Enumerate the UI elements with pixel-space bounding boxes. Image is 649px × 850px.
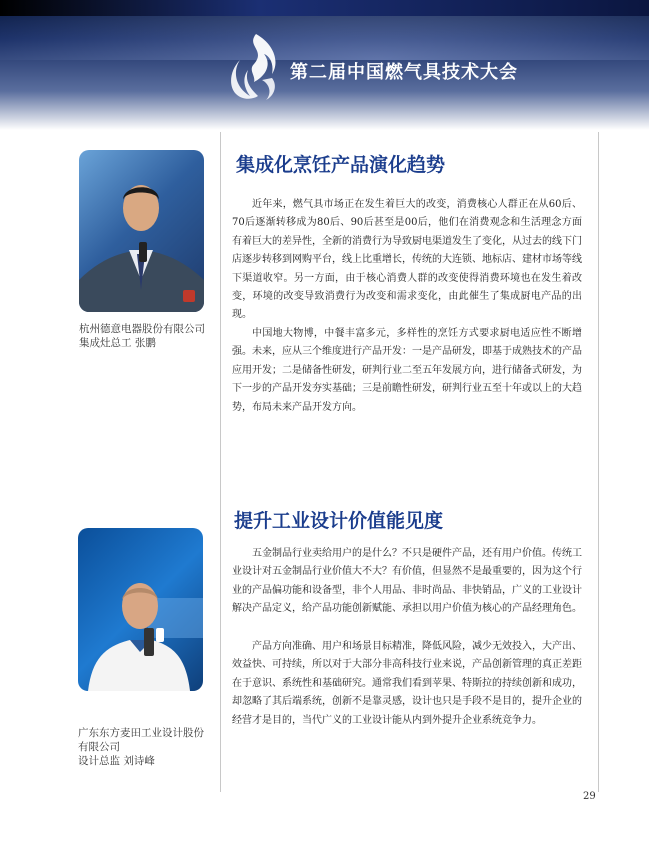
article-title-2: 提升工业设计价值能见度 [234,510,444,532]
speaker-portrait-icon [78,528,203,691]
speaker-photo-liu-shifeng [78,528,203,691]
header-stripe [0,0,649,16]
speaker-company: 杭州德意电器股份有限公司 [79,323,205,335]
speaker-role-name: 设计总监 刘诗峰 [78,755,155,767]
article2-paragraph-2: 产品方向准确、用户和场景目标精准，降低风险，减少无效投入，大产出、效益快、可持续，所以对于大部分非高科技行业来说，产品创新管理的真正差距在于意识、系统性和基础研究。通常我们看到苹果、特斯拉的持续创新和成功，却忽略了其后端系统，创新不是靠灵感，设计也只是手段不是目的，提升企业的经营才是目的，当代广义的工业设计能从内到外提升企业系统竞争力。 [232,641,582,726]
article1-paragraph-2: 中国地大物博，中餐丰富多元，多样性的烹饪方式要求厨电适应性不断增强。未来，应从三个维度进行产品开发：一是产品研发，即基于成熟技术的产品应用开发；二是储备性研发，研判行业二至五年发展方向，进行储备式研发，为下一步的产品开发夯实基础；三是前瞻性研发，研判行业五至十年或以上的大趋势，布局未来产品开发方向。 [232,328,582,413]
speaker-caption-2 [78,726,218,768]
speaker-caption-1 [79,322,219,350]
page-number: 29 [583,791,596,802]
article2-paragraph-1: 五金制品行业卖给用户的是什么？不只是硬件产品，还有用户价值。传统工业设计对五金制品行业价值大不大？有价值，但显然不是最重要的，因为这个行业的产品偏功能和设备型，非个人用品、非时尚品、非快销品，广义的工业设计解决产品定义，给产品功能创新赋能、承担以用户价值为核心的产品经理角色。 [232,548,582,615]
flame-logo-icon [226,30,282,104]
speaker-company-cont: 有限公司 [78,741,120,753]
speaker-role-name: 集成灶总工 张鹏 [79,337,156,349]
speaker-photo-zhang-peng [79,150,204,312]
article1-paragraph-1: 近年来，燃气具市场正在发生着巨大的改变，消费核心人群正在从60后、70后逐渐转移成为80后、90后甚至是00后，他们在消费观念和生活理念方面有着巨大的差异性，全新的消费行为导致厨电渠道发生了变化，从过去的线下门店逐步转移到网购平台，线上比重增长，传统的大连锁、地标店、建材市场等线下渠道收窄。另一方面，由于核心消费人群的改变使得消费环境也在发生着改变，环境的改变导致消费行为改变和需求变化，由此催生了集成厨电产品的出现。 [232,199,582,321]
speaker-company: 广东东方麦田工业设计股份 [78,727,204,739]
conference-title: 第二届中国燃气具技术大会 [290,62,518,83]
page-header [0,0,649,130]
right-border-line [598,132,599,792]
column-divider [220,132,221,792]
speaker-portrait-icon [79,150,204,312]
article-title-1: 集成化烹饪产品演化趋势 [236,154,446,176]
